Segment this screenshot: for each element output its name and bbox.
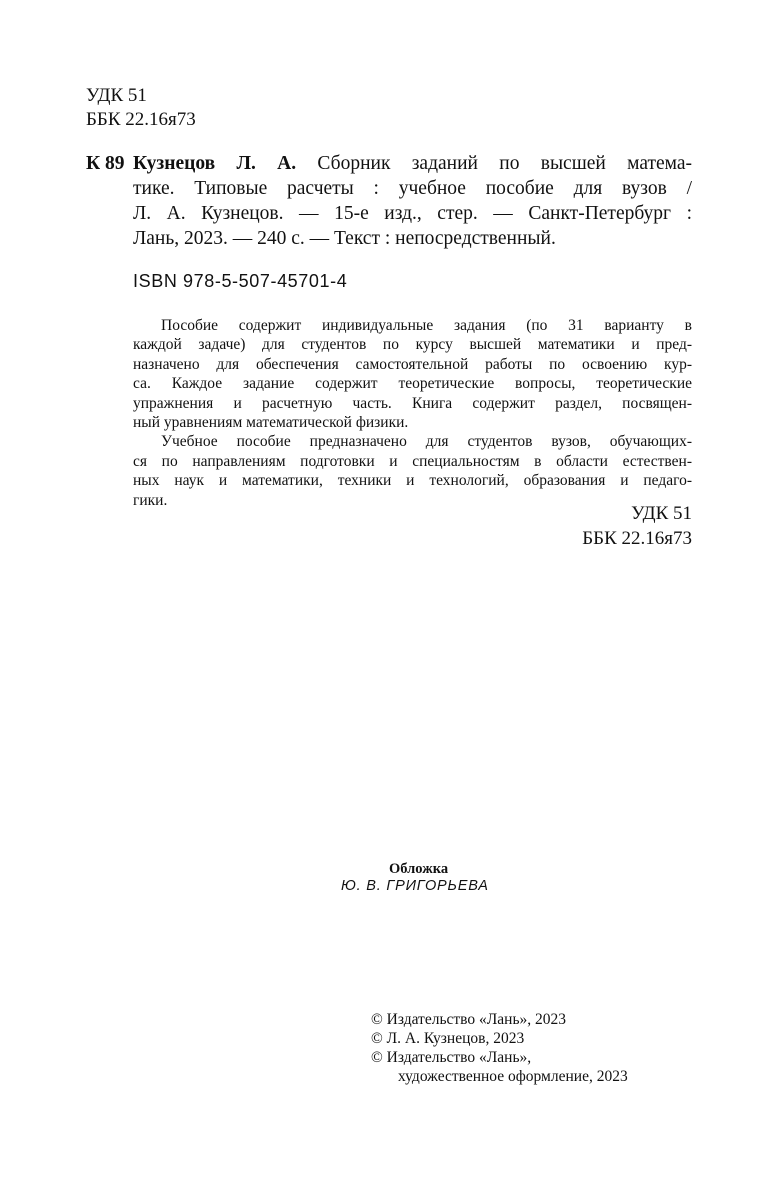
copyright-line: художественное оформление, 2023 xyxy=(398,1068,628,1085)
abstract-line: гики. xyxy=(133,491,168,509)
abstract-line: Пособие содержит индивидуальные задания (по 31 варианту в xyxy=(161,317,692,334)
abstract-line: ный уравнениям математической физики. xyxy=(133,413,409,431)
title-line-4: Лань, 2023. — 240 с. — Текст : непосредственный. xyxy=(133,228,556,249)
copyright-line: © Л. А. Кузнецов, 2023 xyxy=(371,1030,525,1047)
abstract-line: назначено для обеспечения самостоятельной работы по освоению кур- xyxy=(133,355,692,373)
udk-code-bottom: УДК 51 xyxy=(631,503,692,524)
abstract-line: са. Каждое задание содержит теоретические вопросы, теоретические xyxy=(133,375,692,393)
copyright-block xyxy=(371,1010,628,1086)
isbn: ISBN 978-5-507-45701-4 xyxy=(133,271,348,291)
bbk-code-bottom: ББК 22.16я73 xyxy=(582,528,692,549)
title-line-1: Сборник заданий по высшей матема- xyxy=(317,153,692,174)
abstract xyxy=(133,316,692,510)
cover-designer: Ю. В. ГРИГОРЬЕВА xyxy=(341,878,489,894)
udk-code-top: УДК 51 xyxy=(86,85,147,106)
abstract-line: Учебное пособие предназначено для студентов вузов, обучающих- xyxy=(161,433,692,451)
top-classification-codes xyxy=(86,84,196,132)
catalog-entry xyxy=(86,151,692,251)
copyright-line: © Издательство «Лань», xyxy=(371,1049,532,1066)
bottom-classification-codes xyxy=(582,501,692,551)
copyright-line: © Издательство «Лань», 2023 xyxy=(371,1011,567,1028)
author-mark: К 89 xyxy=(86,153,125,174)
author-name: Кузнецов Л. А. xyxy=(133,153,297,174)
bbk-code-top: ББК 22.16я73 xyxy=(86,109,196,130)
abstract-line: ся по направлениям подготовки и специальностям в области естествен- xyxy=(133,452,692,470)
title-line-2: тике. Типовые расчеты : учебное пособие для вузов / xyxy=(133,178,692,199)
cover-label: Обложка xyxy=(389,861,449,877)
abstract-line: упражнения и расчетную часть. Книга содержит раздел, посвящен- xyxy=(133,394,692,412)
abstract-line: каждой задаче) для студентов по курсу высшей математики и пред- xyxy=(133,336,692,354)
title-line-3: Л. А. Кузнецов. — 15-е изд., стер. — Санкт-Петербург : xyxy=(133,203,692,224)
abstract-line: ных наук и математики, техники и технологий, образования и педаго- xyxy=(133,472,692,490)
